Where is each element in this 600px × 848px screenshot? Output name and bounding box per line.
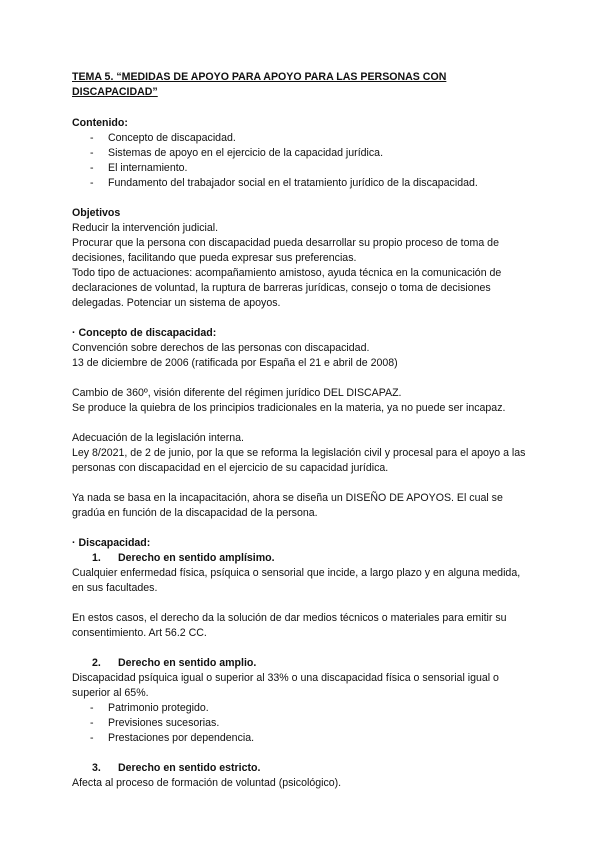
- section-heading-1: 1. Derecho en sentido amplísimo.: [92, 552, 275, 564]
- paragraph: Cambio de 360º, visión diferente del régimen jurídico DEL DISCAPAZ.: [72, 387, 402, 399]
- paragraph: Ley 8/2021, de 2 de junio, por la que se reforma la legislación civil y procesal para el apoyo a las personas con discapacidad en el ejercicio de su capacidad jurídica.: [72, 447, 526, 474]
- paragraph: Adecuación de la legislación interna.: [72, 432, 244, 444]
- list-item: - Patrimonio protegido.: [90, 702, 209, 714]
- list-item: - Concepto de discapacidad.: [90, 132, 236, 144]
- document-page: [72, 70, 532, 791]
- paragraph: En estos casos, el derecho da la solución de dar medios técnicos o materiales para emitir su consentimiento. Art 56.2 CC.: [72, 612, 507, 639]
- objetivos-heading: Objetivos: [72, 207, 121, 219]
- paragraph: 13 de diciembre de 2006 (ratificada por España el 21 e abril de 2008): [72, 357, 398, 369]
- contenido-heading: Contenido:: [72, 117, 128, 129]
- section-heading-2: 2. Derecho en sentido amplio.: [92, 657, 257, 669]
- paragraph: Discapacidad psíquica igual o superior al 33% o una discapacidad física o sensorial igual o superior al 65%.: [72, 672, 499, 699]
- paragraph: Ya nada se basa en la incapacitación, ahora se diseña un DISEÑO DE APOYOS. El cual se gradúa en función de la discapacidad de la persona.: [72, 492, 503, 519]
- contenido-list: [72, 131, 532, 191]
- paragraph: Cualquier enfermedad física, psíquica o sensorial que incide, a largo plazo y en alguna medida, en sus facultades.: [72, 567, 521, 594]
- paragraph: Reducir la intervención judicial.: [72, 222, 219, 234]
- paragraph: Todo tipo de actuaciones: acompañamiento amistoso, ayuda técnica en la comunicación de declaraciones de voluntad, la ruptura de barreras jurídicas, consejo o toma de decisiones delegadas. Potenciar un sistema de apoyos.: [72, 267, 502, 309]
- list-item: - Sistemas de apoyo en el ejercicio de la capacidad jurídica.: [90, 147, 384, 159]
- section-heading-3: 3. Derecho en sentido estricto.: [92, 762, 261, 774]
- discapacidad-heading: · Discapacidad:: [72, 537, 151, 549]
- paragraph: Se produce la quiebra de los principios tradicionales en la materia, ya no puede ser incapaz.: [72, 402, 506, 414]
- list-item: - Fundamento del trabajador social en el tratamiento jurídico de la discapacidad.: [90, 177, 478, 189]
- paragraph: Convención sobre derechos de las personas con discapacidad.: [72, 342, 370, 354]
- list-item: - Prestaciones por dependencia.: [90, 732, 255, 744]
- amplio-list: [72, 701, 532, 746]
- paragraph: Afecta al proceso de formación de voluntad (psicológico).: [72, 777, 342, 789]
- list-item: - Previsiones sucesorias.: [90, 717, 220, 729]
- paragraph: Procurar que la persona con discapacidad pueda desarrollar su propio proceso de toma de decisiones, facilitando que pueda expresar sus preferencias.: [72, 237, 499, 264]
- concepto-heading: · Concepto de discapacidad:: [72, 327, 217, 339]
- list-item: - El internamiento.: [90, 162, 188, 174]
- document-title: TEMA 5. “MEDIDAS DE APOYO PARA APOYO PARA LAS PERSONAS CON DISCAPACIDAD”: [72, 71, 447, 98]
